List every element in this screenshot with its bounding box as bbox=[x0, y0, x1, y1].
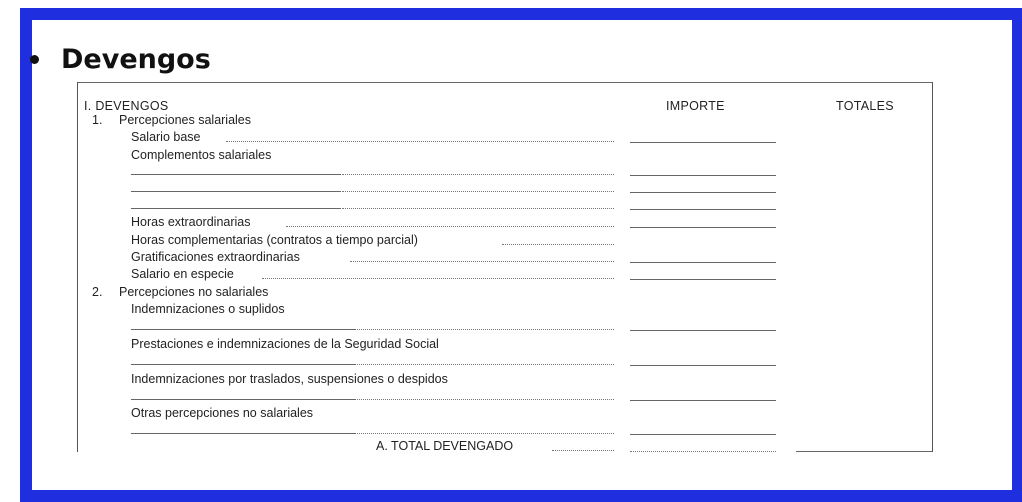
salario-especie-dots bbox=[262, 277, 614, 279]
slide-heading bbox=[30, 44, 211, 75]
complemento-1-importe-line[interactable] bbox=[630, 175, 776, 176]
indemnizaciones-dots bbox=[357, 328, 614, 330]
total-devengado-label: A. TOTAL DEVENGADO bbox=[376, 439, 514, 453]
prestaciones-dots bbox=[357, 363, 614, 365]
complemento-3-dots bbox=[342, 207, 614, 209]
horas-complementarias-label: Horas complementarias (contratos a tiempo parcial) bbox=[131, 233, 418, 247]
salario-especie-label: Salario en especie bbox=[131, 267, 234, 281]
complementos-label: Complementos salariales bbox=[131, 148, 272, 162]
complemento-2-name-line[interactable] bbox=[131, 191, 341, 192]
group1-number: 1. bbox=[92, 113, 103, 127]
indemnizaciones-importe-line[interactable] bbox=[630, 330, 776, 331]
total-totales-line[interactable] bbox=[796, 451, 932, 452]
form-right-rule bbox=[932, 82, 933, 452]
indemnizaciones-label: Indemnizaciones o suplidos bbox=[131, 302, 285, 316]
traslados-dots bbox=[357, 398, 614, 400]
bullet-icon bbox=[30, 55, 39, 64]
indemnizaciones-name-line[interactable] bbox=[131, 329, 356, 330]
salario-especie-importe-line[interactable] bbox=[630, 279, 776, 280]
payroll-form-devengos bbox=[74, 82, 936, 452]
otras-name-line[interactable] bbox=[131, 433, 356, 434]
form-left-rule bbox=[77, 82, 78, 452]
column-header-totales: TOTALES bbox=[836, 99, 894, 113]
group1-label: Percepciones salariales bbox=[119, 113, 252, 127]
gratificaciones-label: Gratificaciones extraordinarias bbox=[131, 250, 300, 264]
column-header-importe: IMPORTE bbox=[666, 99, 725, 113]
section-title: I. DEVENGOS bbox=[84, 99, 169, 113]
total-importe-dots bbox=[630, 450, 776, 452]
traslados-label: Indemnizaciones por traslados, suspensiones o despidos bbox=[131, 372, 448, 386]
salario-base-dots bbox=[226, 140, 614, 142]
complemento-3-importe-line[interactable] bbox=[630, 209, 776, 210]
horas-extra-importe-line[interactable] bbox=[630, 227, 776, 228]
prestaciones-name-line[interactable] bbox=[131, 364, 356, 365]
prestaciones-label: Prestaciones e indemnizaciones de la Seguridad Social bbox=[131, 337, 439, 351]
horas-complementarias-dots bbox=[502, 243, 614, 245]
form-top-rule bbox=[77, 82, 933, 83]
gratificaciones-importe-line[interactable] bbox=[630, 262, 776, 263]
salario-base-label: Salario base bbox=[131, 130, 201, 144]
complemento-1-dots bbox=[342, 173, 614, 175]
otras-importe-line[interactable] bbox=[630, 434, 776, 435]
group2-label: Percepciones no salariales bbox=[119, 285, 269, 299]
complemento-2-dots bbox=[342, 190, 614, 192]
group2-number: 2. bbox=[92, 285, 103, 299]
complemento-2-importe-line[interactable] bbox=[630, 192, 776, 193]
horas-extra-label: Horas extraordinarias bbox=[131, 215, 251, 229]
heading-text: Devengos bbox=[61, 44, 211, 75]
total-devengado-dots bbox=[552, 449, 614, 451]
prestaciones-importe-line[interactable] bbox=[630, 365, 776, 366]
horas-extra-dots bbox=[286, 225, 614, 227]
complemento-3-name-line[interactable] bbox=[131, 208, 341, 209]
gratificaciones-dots bbox=[350, 260, 614, 262]
otras-dots bbox=[357, 432, 614, 434]
salario-base-importe-line[interactable] bbox=[630, 142, 776, 143]
otras-label: Otras percepciones no salariales bbox=[131, 406, 314, 420]
traslados-importe-line[interactable] bbox=[630, 400, 776, 401]
traslados-name-line[interactable] bbox=[131, 399, 356, 400]
complemento-1-name-line[interactable] bbox=[131, 174, 341, 175]
